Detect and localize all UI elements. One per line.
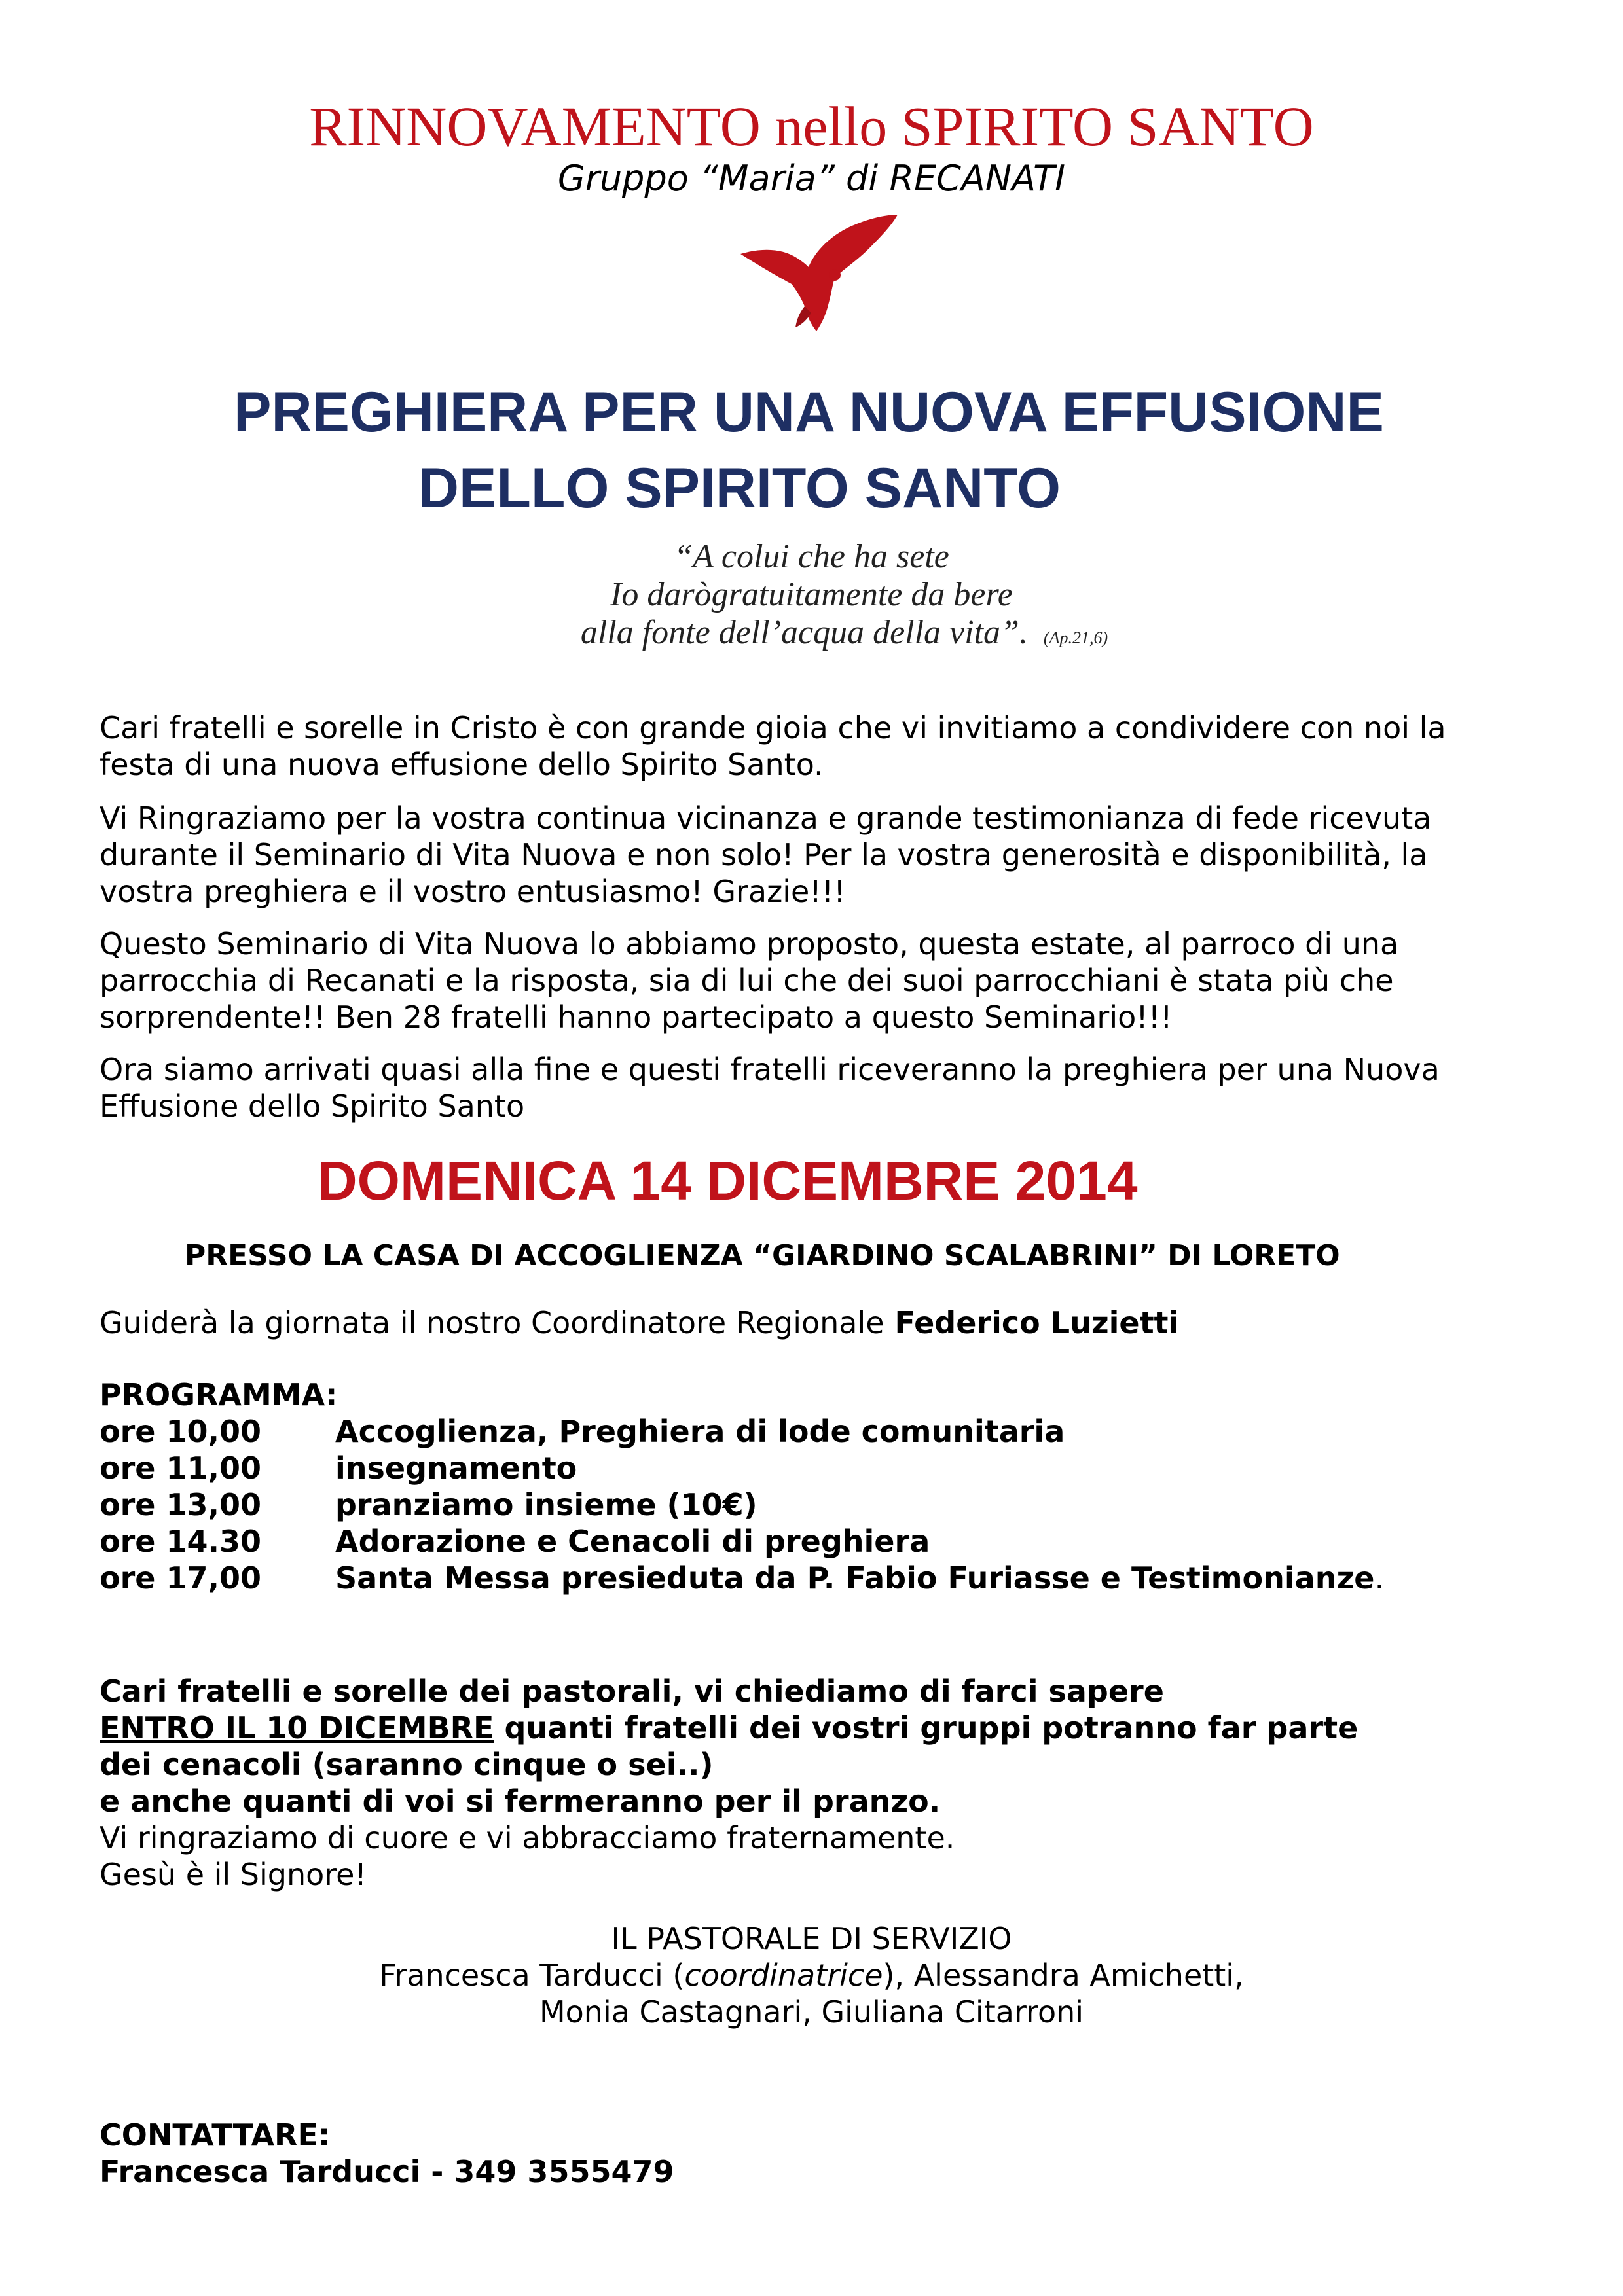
body-paragraph-3: Questo Seminario di Vita Nuova lo abbiamo proposto, questa estate, al parroco di una parrocchia di Recanati e la risposta, sia di lui che dei suoi parrocchiani è stata più che sorprendente!! Ben 28 fratelli hanno partecipato a questo Seminario!!! (100, 926, 1399, 1035)
notice-line-3: dei cenacoli (saranno cinque o sei..) (100, 1747, 714, 1782)
body-paragraph-1: Cari fratelli e sorelle in Cristo è con grande gioia che vi invitiamo a condividere con noi la festa di una nuova effusione dello Spirito Santo. (100, 710, 1446, 782)
notice-line-1: Cari fratelli e sorelle dei pastorali, vi chiediamo di farci sapere (100, 1674, 1164, 1709)
program-time: ore 13,00 (100, 1487, 262, 1522)
signature-line-3: Monia Castagnari, Giuliana Citarroni (539, 1994, 1084, 2030)
program-activity: Accoglienza, Preghiera di lode comunitaria (335, 1414, 1065, 1449)
guide-name: Federico Luzietti (894, 1305, 1179, 1340)
quote-line-1: “A colui che ha sete (674, 538, 949, 575)
signature-line-2 (0, 1957, 1623, 1994)
notice-deadline: ENTRO IL 10 DICEMBRE (100, 1710, 494, 1746)
program-activity: pranziamo insieme (10€) (335, 1487, 757, 1522)
event-guide (100, 1305, 1179, 1340)
signature-role: coordinatrice (684, 1958, 883, 1993)
signature-name-1-rest: ), Alessandra Amichetti, (883, 1958, 1244, 1993)
title-line-2: DELLO SPIRITO SANTO (418, 457, 1061, 520)
body-paragraph-2: Vi Ringraziamo per la vostra continua vicinanza e grande testimonianza di fede ricevuta durante il Seminario di Vita Nuova e non solo! Per la vostra generosità e disponibilità, la vostra preghiera e il vostro entusiasmo! Grazie!!! (100, 800, 1432, 909)
quote-reference: (Ap.21,6) (1043, 628, 1108, 647)
program-activity: Adorazione e Cenacoli di preghiera (335, 1524, 930, 1559)
notice-line-6: Gesù è il Signore! (100, 1857, 367, 1892)
program-time: ore 10,00 (100, 1414, 262, 1449)
notice-line-4: e anche quanti di voi si fermeranno per il pranzo. (100, 1784, 941, 1819)
group-name: Gruppo “Maria” di RECANATI (557, 158, 1066, 199)
notice-line-2 (100, 1710, 1358, 1746)
program-item (100, 1524, 930, 1559)
event-date: DOMENICA 14 DICEMBRE 2014 (318, 1150, 1138, 1211)
program-activity: insegnamento (335, 1450, 577, 1486)
scripture-quote (0, 538, 1623, 657)
signature-heading: IL PASTORALE DI SERVIZIO (611, 1921, 1012, 1956)
dove-icon (737, 215, 900, 332)
program-time: ore 14.30 (100, 1524, 262, 1559)
body-paragraph-4: Ora siamo arrivati quasi alla fine e questi fratelli riceveranno la preghiera per una Nuova Effusione dello Spirito Santo (100, 1052, 1440, 1124)
signature-name-1: Francesca Tarducci ( (379, 1958, 685, 1993)
program-item (100, 1560, 1385, 1596)
guide-text: Guiderà la giornata il nostro Coordinatore Regionale (100, 1305, 884, 1340)
program-suffix: . (1374, 1560, 1385, 1596)
program-time: ore 11,00 (100, 1450, 262, 1486)
program-item (100, 1414, 1065, 1449)
quote-line-3: alla fonte dell’acqua della vita”. (580, 614, 1028, 651)
notice-line-5: Vi ringraziamo di cuore e vi abbracciamo fraternamente. (100, 1820, 955, 1856)
main-title (0, 374, 1623, 526)
event-venue: PRESSO LA CASA DI ACCOGLIENZA “GIARDINO SCALABRINI” DI LORETO (185, 1239, 1340, 1272)
title-line-1: PREGHIERA PER UNA NUOVA EFFUSIONE (234, 381, 1384, 444)
organization-title: RINNOVAMENTO nello SPIRITO SANTO (309, 95, 1314, 158)
program-heading: PROGRAMMA: (100, 1377, 338, 1412)
program-item (100, 1450, 577, 1486)
notice-block (100, 1673, 1358, 1893)
contact-block (100, 2117, 674, 2190)
signature-block (0, 1920, 1623, 2030)
program-time: ore 17,00 (100, 1560, 262, 1596)
contact-heading: CONTATTARE: (100, 2117, 331, 2153)
notice-line-2-rest: quanti fratelli dei vostri gruppi potranno far parte (494, 1710, 1359, 1746)
quote-line-2: Io darògratuitamente da bere (610, 576, 1013, 613)
contact-line: Francesca Tarducci - 349 3555479 (100, 2154, 674, 2189)
program-activity: Santa Messa presieduta da P. Fabio Furiasse e Testimonianze (335, 1560, 1375, 1596)
program-item (100, 1487, 757, 1522)
